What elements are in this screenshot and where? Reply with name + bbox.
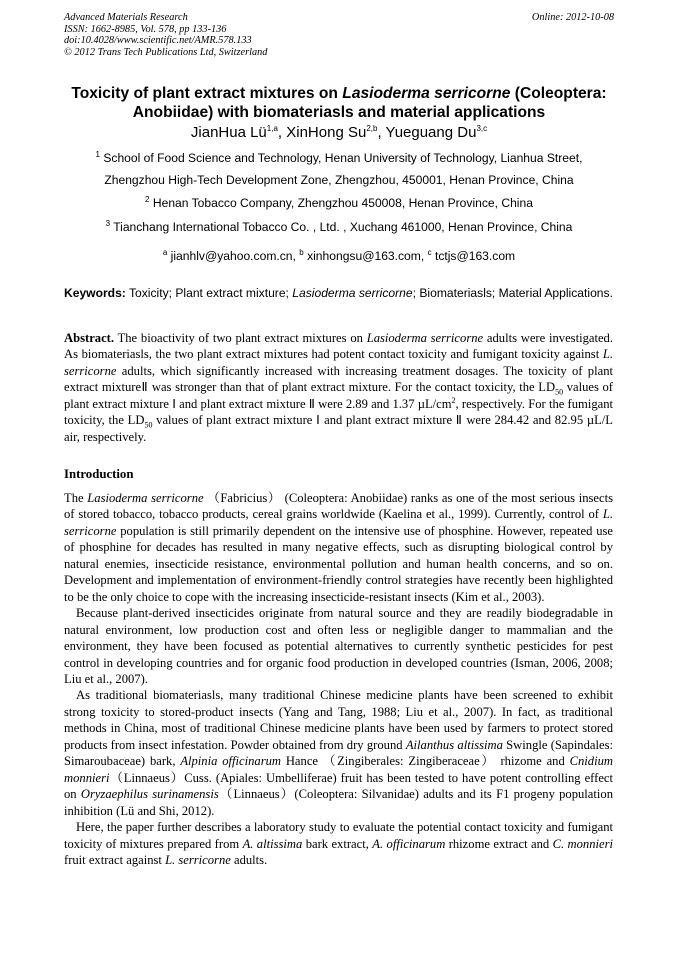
affiliation-text: Henan Tobacco Company, Zhengzhou 450008, Henan Province, China [149, 196, 533, 210]
introduction-body [64, 490, 613, 868]
author-sup: 2,b [366, 124, 378, 133]
keywords-label: Keywords: [64, 286, 126, 300]
affiliation-2 [30, 196, 648, 210]
paragraph-text: Hance （Zingiberales: Zingiberaceae） rhizome and [281, 754, 570, 769]
author-sep: , [377, 124, 386, 141]
intro-paragraph-4 [64, 819, 613, 868]
paragraph-text: rhizome extract and [445, 836, 553, 851]
paragraph-text: （Linnaeus）(Coleoptera: Silvanidae) adults and its F1 progeny population inhibition (Lü and Shi, 2012). [64, 787, 613, 818]
abstract-text: , respectively. For the fumigant toxicity, the LD [64, 396, 614, 428]
intro-paragraph-1 [64, 490, 613, 605]
superscript: 2 [451, 395, 456, 405]
subscript: 50 [555, 387, 564, 397]
paragraph-text: The [64, 491, 88, 505]
species-name: L. serricorne [165, 852, 231, 867]
affiliation-sup: 3 [105, 218, 111, 228]
affiliation-text: Tianchang International Tobacco Co. , Ltd. , Xuchang 461000, Henan Province, China [110, 220, 573, 234]
keywords-text: Toxicity; Plant extract mixture; [125, 286, 293, 300]
paragraph-text: As traditional biomateriasls, many traditional Chinese medicine plants have been screened to exhibit strong toxicity to stored-product insects (Yang and Tang, 1988; Liu et al., 2007). In fact, as traditional methods in China, most of traditional Chinese medicine plants have been used by farmers to protect stored products from insect infestation. Powder obtained from dry ground [64, 688, 613, 752]
email-sup: b [299, 247, 304, 257]
abstract-text: The bioactivity of two plant extract mixtures on [114, 331, 367, 345]
species-name: L. serricorne [64, 507, 613, 538]
journal-header [64, 12, 267, 58]
affiliation-text: School of Food Science and Technology, Henan University of Technology, Lianhua Street, [99, 151, 583, 165]
issn-line: ISSN: 1662-8985, Vol. 578, pp 133-136 [64, 23, 227, 35]
author-sup: 1,a [266, 124, 278, 133]
online-date: Online: 2012-10-08 [531, 12, 614, 23]
species-name: Oryzaephilus surinamensis [80, 787, 219, 802]
species-name: C. monnieri [552, 836, 614, 851]
paragraph-text: bark extract, [302, 836, 373, 851]
author-sup: 3,c [476, 124, 488, 133]
keywords [64, 285, 613, 301]
doi-line: doi:10.4028/www.scientific.net/AMR.578.133 [64, 35, 252, 47]
species-name: Lasioderma serricorne [87, 491, 204, 505]
paragraph-text: fruit extract against [64, 852, 166, 867]
paragraph-text: （Linnaeus）Cuss. (Apiales: Umbelliferae) fruit has been tested to have potent controlling effect on [64, 770, 613, 802]
keywords-text: ; Biomateriasls; Material Applications. [412, 286, 613, 300]
affiliation-1-line2: Zhengzhou High-Tech Development Zone, Zhengzhou, 450001, Henan Province, China [104, 173, 574, 187]
email-sup: c [427, 247, 432, 257]
author-list [40, 124, 638, 142]
title-part2: (Coleoptera: Anobiidae) with biomateriasls and material applications [132, 85, 607, 121]
abstract-label: Abstract. [64, 331, 115, 345]
author-name: XinHong Su [286, 124, 367, 141]
abstract-text: adults, which significantly increased with increasing treatment dosages. The toxicity of plant extract mixtureⅡ was stronger than that of plant extract mixture. For the contact toxicity, the LD [64, 363, 613, 395]
title-species: Lasioderma serricorne [342, 85, 511, 102]
species-name: L. serricorne [64, 347, 613, 378]
paragraph-text: Here, the paper further describes a laboratory study to evaluate the potential contact toxicity and fumigant toxicity of mixtures prepared from [64, 820, 613, 851]
species-name: A. officinarum [372, 836, 446, 851]
subscript: 50 [144, 420, 153, 430]
copyright-line: © 2012 Trans Tech Publications Ltd, Switzerland [64, 46, 268, 58]
intro-paragraph-2: Because plant-derived insecticides originate from natural source and they are readily biodegradable in natural environment, low production cost and often less or negligible danger to mammalian and the environment, they have been focused as potential alternatives to currently synthetic pesticides for pest control in developing countries and for organic food production in developed countries (Isman, 2006, 2008; Liu et al., 2007). [64, 606, 613, 686]
title-part1: Toxicity of plant extract mixtures on [71, 85, 343, 102]
abstract-text: adults were investigated. As biomateriasls, the two plant extract mixtures had potent contact toxicity and fumigant toxicity against [64, 331, 613, 362]
species-name: Alpinia officinarum [180, 754, 281, 769]
paragraph-text: （Fabricius） (Coleoptera: Anobiidae) ranks as one of the most serious insects of stored tobacco, tobacco products, cereal grains worldwide (Kaelina et al., 1999). Currently, control of [64, 491, 613, 522]
author-name: Yueguang Du [385, 124, 477, 141]
affiliation-sup: 2 [145, 194, 150, 204]
affiliation-3 [30, 220, 648, 234]
abstract-text: values of plant extract mixture Ⅰ and plant extract mixture Ⅱ were 2.89 and 1.37 µL/cm [64, 380, 614, 411]
affiliation-1-line1 [30, 151, 648, 165]
species-name: Cnidium monnieri [64, 754, 613, 785]
abstract [64, 330, 613, 445]
email-link[interactable]: jianhlv@yahoo.com.cn, [167, 249, 300, 263]
email-sup: a [162, 247, 168, 257]
email-link[interactable]: xinhongsu@163.com, [303, 249, 428, 263]
author-name: JianHua Lü [190, 124, 267, 141]
paragraph-text: population is still primarily dependent on the intensive use of phosphine. However, repeated use of phosphine for decades has resulted in many negative effects, such as disrupting biological control by natural enemies, insecticide resistance, environmental pollution and human health concerns, and so on. Development and implementation of environment-friendly control strategies have recently been highlighted to be the only choice to cope with the increasing insecticide-resistant insects (Kim et al., 2003). [64, 523, 613, 604]
abstract-text: values of plant extract mixture Ⅰ and plant extract mixture Ⅱ were 284.42 and 82.95 µL/L air, respectively. [64, 413, 613, 444]
email-link[interactable]: tctjs@163.com [431, 249, 516, 263]
paper-title [40, 84, 638, 122]
email-line [30, 249, 648, 263]
keywords-species: Lasioderma serricorne [292, 286, 413, 300]
species-name: Ailanthus altissima [405, 737, 503, 752]
paragraph-text: adults. [230, 852, 268, 867]
species-name: Lasioderma serricorne [366, 331, 484, 345]
journal-name: Advanced Materials Research [64, 12, 188, 23]
author-sep: , [277, 124, 287, 141]
species-name: A. altissima [242, 836, 303, 851]
intro-paragraph-3 [64, 687, 613, 819]
affiliation-sup: 1 [95, 149, 100, 159]
paragraph-text: Swingle (Sapindales: Simaroubaceae) bark, [64, 737, 613, 769]
introduction-heading: Introduction [64, 467, 134, 481]
